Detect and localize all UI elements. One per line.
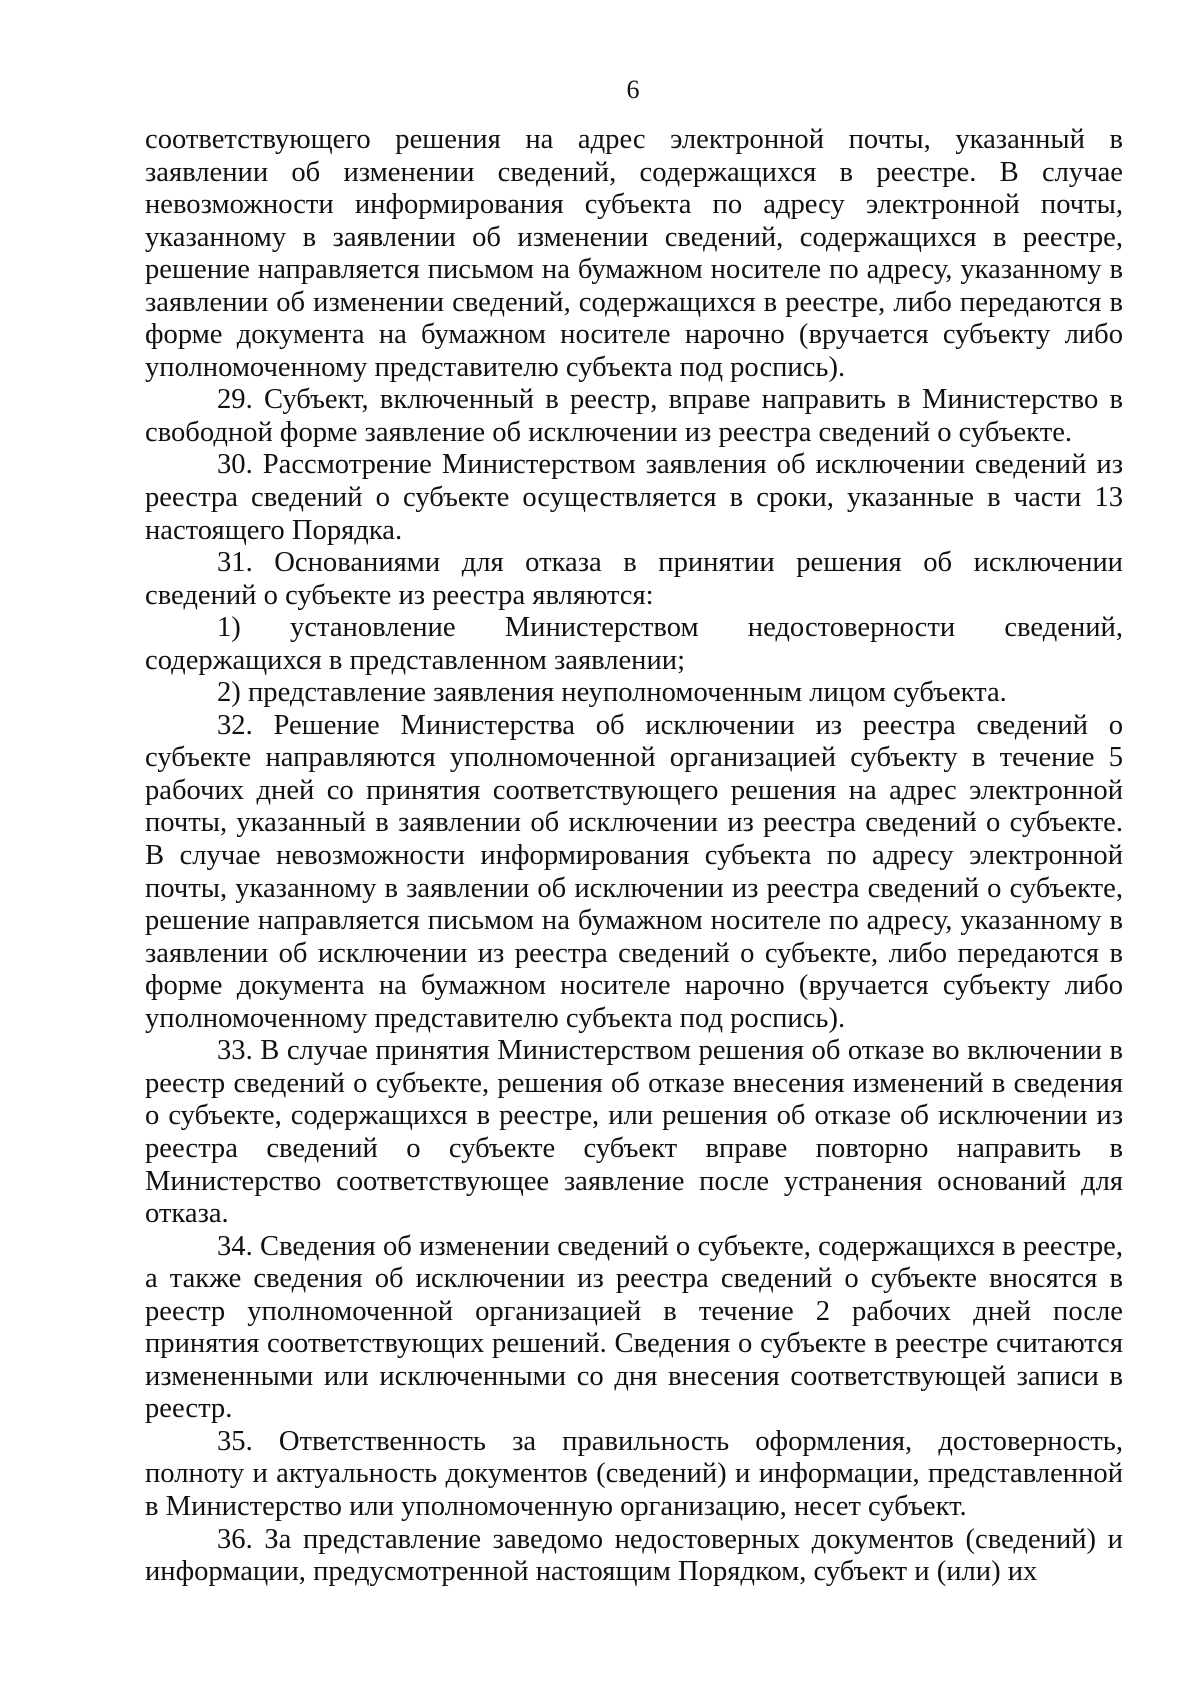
paragraph-33: 33. В случае принятия Министерством решения об отказе во включении в реестр сведений о субъекте, решения об отказе внесения изменений в сведения о субъекте, содержащихся в реестре, или решения об отказе об исключении из реестра сведений о субъекте субъект вправе повторно направить в Министерство соответствующее заявление после устранения оснований для отказа. xyxy=(145,1035,1123,1230)
paragraph-31-item-1: 1) установление Министерством недостоверности сведений, содержащихся в представленном заявлении; xyxy=(145,612,1123,676)
paragraph-35: 35. Ответственность за правильность оформления, достоверность, полноту и актуальность документов (сведений) и информации, представленной в Министерство или уполномоченную организацию, несет субъект. xyxy=(145,1425,1123,1522)
paragraph-32: 32. Решение Министерства об исключении из реестра сведений о субъекте направляются уполномоченной организацией субъекту в течение 5 рабочих дней со принятия соответствующего решения на адрес электронной почты, указанный в заявлении об исключении из реестра сведений о субъекте. В случае невозможности информирования субъекта по адресу электронной почты, указанному в заявлении об исключении из реестра сведений о субъекте, решение направляется письмом на бумажном носителе по адресу, указанному в заявлении об исключении из реестра сведений о субъекте, либо передаются в форме документа на бумажном носителе нарочно (вручается субъекту либо уполномоченному представителю субъекта под роспись). xyxy=(145,709,1123,1034)
paragraph-continuation: соответствующего решения на адрес электронной почты, указанный в заявлении об изменении сведений, содержащихся в реестре. В случае невозможности информирования субъекта по адресу электронной почты, указанному в заявлении об изменении сведений, содержащихся в реестре, решение направляется письмом на бумажном носителе по адресу, указанному в заявлении об изменении сведений, содержащихся в реестре, либо передаются в форме документа на бумажном носителе нарочно (вручается субъекту либо уполномоченному представителю субъекта под роспись). xyxy=(145,124,1123,383)
paragraph-29: 29. Субъект, включенный в реестр, вправе направить в Министерство в свободной форме заявление об исключении из реестра сведений о субъекте. xyxy=(145,384,1123,448)
paragraph-36: 36. За представление заведомо недостоверных документов (сведений) и информации, предусмотренной настоящим Порядком, субъект и (или) их xyxy=(145,1523,1123,1588)
document-body xyxy=(145,124,1123,1589)
page-number: 6 xyxy=(626,75,640,104)
paragraph-31: 31. Основаниями для отказа в принятии решения об исключении сведений о субъекте из реестра являются: xyxy=(145,547,1123,611)
paragraph-34: 34. Сведения об изменении сведений о субъекте, содержащихся в реестре, а также сведения об исключении из реестра сведений о субъекте вносятся в реестр уполномоченной организацией в течение 2 рабочих дней после принятия соответствующих решений. Сведения о субъекте в реестре считаются измененными или исключенными со дня внесения соответствующей записи в реестр. xyxy=(145,1230,1123,1425)
paragraph-30: 30. Рассмотрение Министерством заявления об исключении сведений из реестра сведений о субъекте осуществляется в сроки, указанные в части 13 настоящего Порядка. xyxy=(145,449,1123,546)
paragraph-31-item-2: 2) представление заявления неуполномоченным лицом субъекта. xyxy=(217,677,1007,709)
